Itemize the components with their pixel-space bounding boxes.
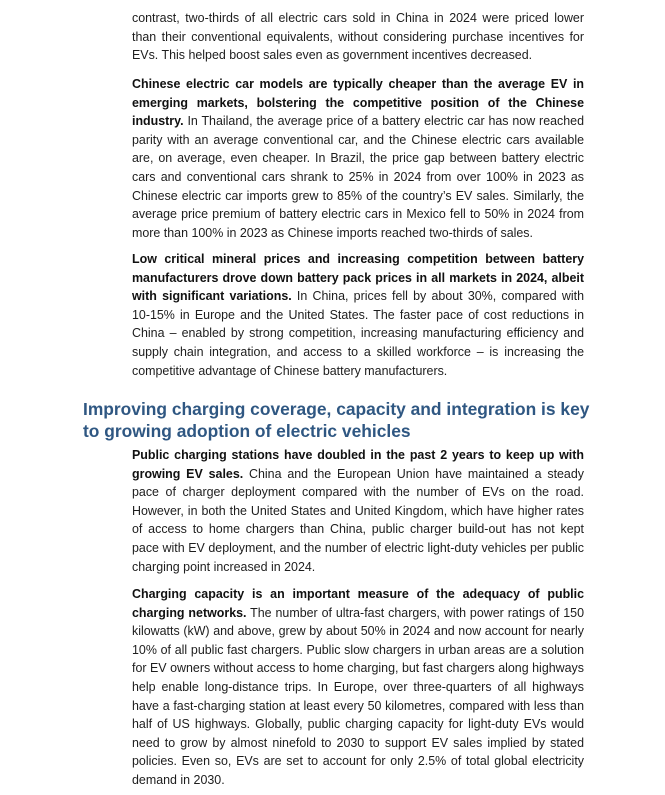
paragraph-charging-capacity	[132, 585, 584, 790]
paragraph-lead: Chinese electric car models are typically cheaper than the average EV in emerging markets, bolstering the competitive position of the Chinese industry.	[132, 77, 584, 129]
paragraph-battery-prices	[132, 250, 584, 380]
paragraph-public-charging	[132, 446, 584, 576]
paragraph-lead: Public charging stations have doubled in the past 2 years to keep up with growing EV sales.	[132, 448, 584, 481]
section-heading: Improving charging coverage, capacity and integration is key to growing adoption of electric vehicles	[83, 399, 590, 441]
paragraph-emerging-markets	[132, 75, 584, 242]
paragraph-body: China and the European Union have maintained a steady pace of charger deployment compared with the number of EVs on the road. However, in both the United States and United Kingdom, which have higher rates of access to home chargers than China, public charger build-out has not kept pace with EV deployment, and the number of electric light-duty vehicles per public charging point increased in 2024.	[132, 466, 584, 574]
paragraph-body: The number of ultra-fast chargers, with power ratings of 150 kilowatts (kW) and above, grew by about 50% in 2024 and now account for nearly 10% of all public fast chargers. Public slow chargers in urban areas are a solution for EV owners without access to home charging, but fast chargers along highways help enable long-distance trips. In Europe, over three-quarters of all highways have a fast-charging station at least every 50 kilometres, compared with less than half of US highways. Globally, public charging capacity for light-duty EVs would need to grow by almost ninefold to 2030 to support EV sales implied by stated policies. Even so, EVs are set to account for only 2.5% of total global electricity demand in 2030.	[132, 605, 584, 787]
paragraph-lead: Charging capacity is an important measure of the adequacy of public charging networks.	[132, 587, 584, 620]
paragraph-body: In Thailand, the average price of a battery electric car has now reached parity with an average conventional car, and the Chinese electric cars available are, on average, even cheaper. In Brazil, the price gap between battery electric cars and conventional cars shrank to 25% in 2024 from over 100% in 2023 as Chinese electric car imports grew to 85% of the country’s EV sales. Similarly, the average price premium of battery electric cars in Mexico fell to 50% in 2024 from more than 100% in 2023 as Chinese imports reached two-thirds of sales.	[132, 114, 584, 240]
paragraph-body: In China, prices fell by about 30%, compared with 10-15% in Europe and the United States. The faster pace of cost reductions in China – enabled by strong competition, increasing manufacturing efficiency and supply chain integration, and access to a skilled workforce – is increasing the competitive advantage of Chinese battery manufacturers.	[132, 289, 584, 378]
paragraph-price-contrast	[132, 9, 584, 65]
paragraph-lead: Low critical mineral prices and increasing competition between battery manufacturers drove down battery pack prices in all markets in 2024, albeit with significant variations.	[132, 252, 584, 304]
paragraph-body: contrast, two-thirds of all electric cars sold in China in 2024 were priced lower than their conventional equivalents, without considering purchase incentives for EVs. This helped boost sales even as government incentives decreased.	[132, 11, 584, 63]
